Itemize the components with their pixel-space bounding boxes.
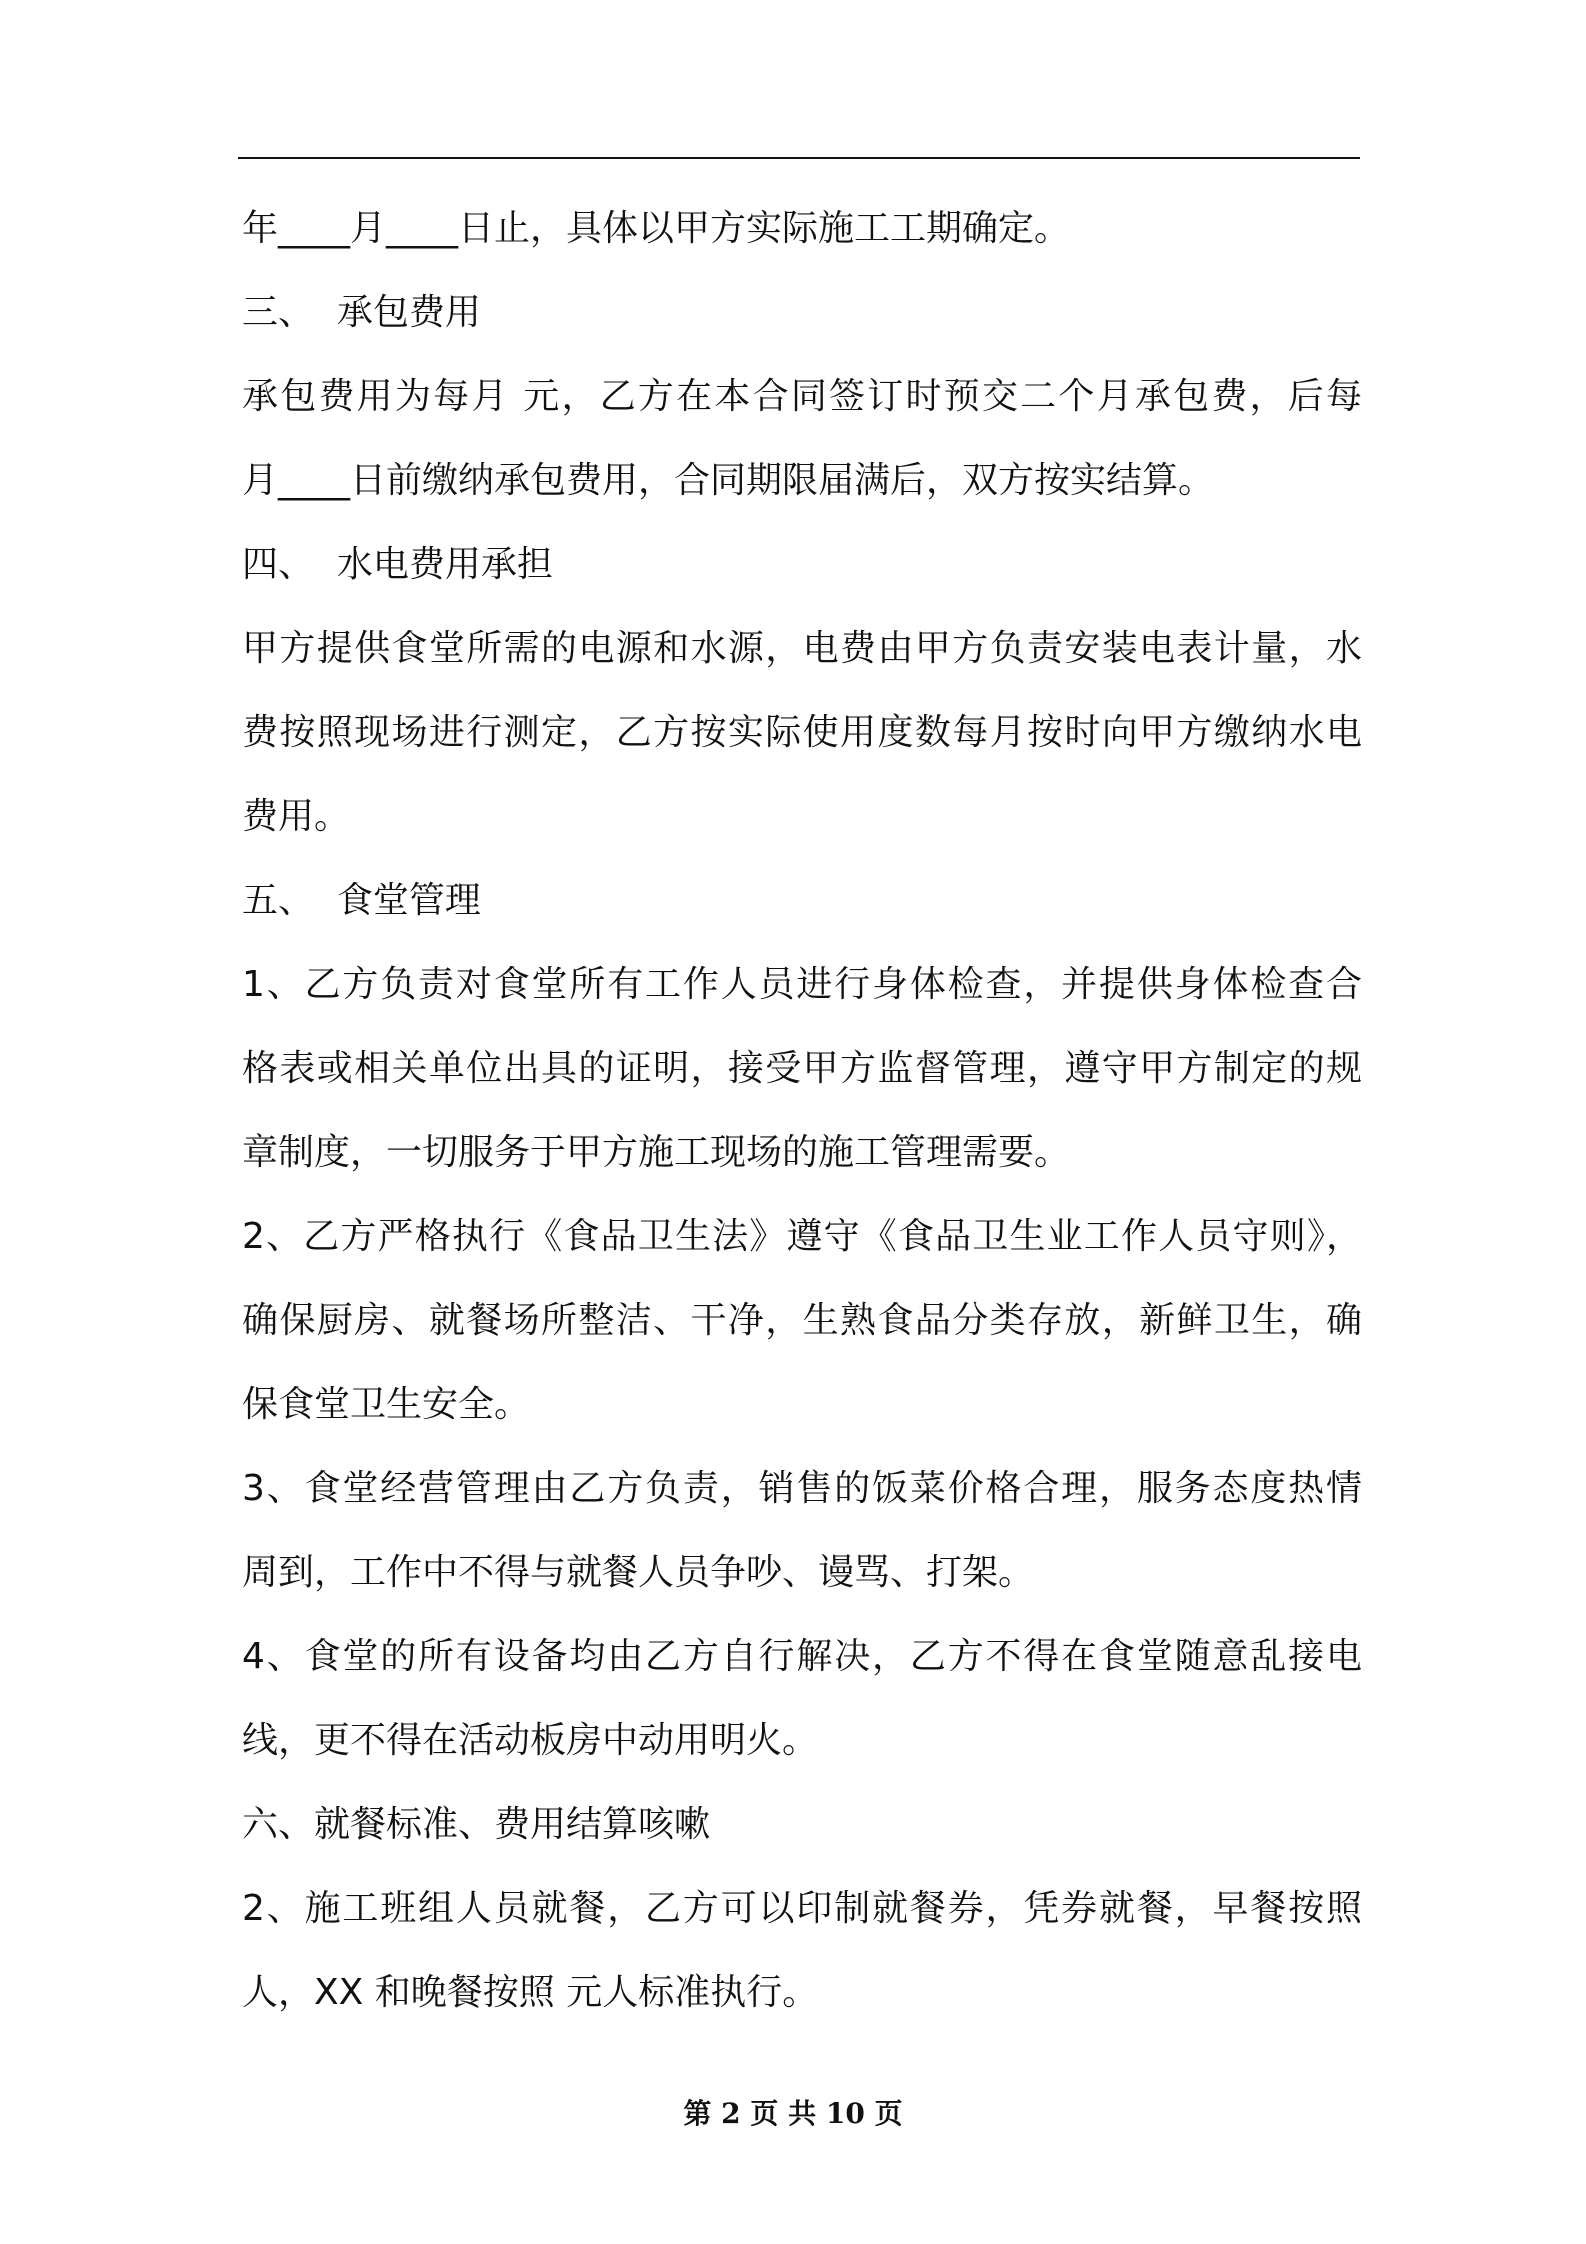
- body-line-16: 3、食堂经营管理由乙方负责，销售的饭菜价格合理，服务态度热情: [242, 1468, 1362, 1509]
- body-line-7: 费按照现场进行测定，乙方按实际使用度数每月按时向甲方缴纳水电: [242, 712, 1362, 753]
- body-line-1: 年____月____日止，具体以甲方实际施工工期确定。: [242, 208, 1071, 249]
- body-line-6: 甲方提供食堂所需的电源和水源，电费由甲方负责安装电表计量，水: [242, 628, 1362, 669]
- body-line-12: 章制度，一切服务于甲方施工现场的施工管理需要。: [242, 1132, 1071, 1173]
- body-line-10: 1、乙方负责对食堂所有工作人员进行身体检查，并提供身体检查合: [242, 964, 1362, 1005]
- section-heading-5: 五、 食堂管理: [242, 880, 481, 921]
- body-line-18: 4、食堂的所有设备均由乙方自行解决，乙方不得在食堂随意乱接电: [242, 1636, 1362, 1677]
- page-number-footer: 第 2 页 共 10 页: [683, 2097, 903, 2130]
- body-line-17: 周到，工作中不得与就餐人员争吵、谩骂、打架。: [242, 1552, 1035, 1593]
- body-line-3: 承包费用为每月 元，乙方在本合同签订时预交二个月承包费，后每: [242, 376, 1362, 417]
- section-heading-4: 四、 水电费用承担: [242, 544, 553, 585]
- section-heading-6: 六、就餐标准、费用结算咳嗽: [242, 1804, 711, 1845]
- body-line-8: 费用。: [242, 796, 351, 837]
- body-line-22: 人，XX 和晚餐按照 元人标准执行。: [242, 1972, 819, 2013]
- body-line-11: 格表或相关单位出具的证明，接受甲方监督管理，遵守甲方制定的规: [242, 1048, 1362, 1089]
- header-rule: [238, 157, 1360, 159]
- body-line-15: 保食堂卫生安全。: [242, 1384, 531, 1425]
- document-body: [242, 187, 1362, 2035]
- body-line-13: 2、乙方严格执行《食品卫生法》遵守《食品卫生业工作人员守则》，: [242, 1216, 1362, 1257]
- body-line-14: 确保厨房、就餐场所整洁、干净，生熟食品分类存放，新鲜卫生，确: [242, 1300, 1362, 1341]
- body-line-19: 线，更不得在活动板房中动用明火。: [242, 1720, 819, 1761]
- section-heading-3: 三、 承包费用: [242, 292, 481, 333]
- body-line-21: 2、施工班组人员就餐，乙方可以印制就餐券，凭券就餐，早餐按照: [242, 1888, 1362, 1929]
- body-line-4: 月____日前缴纳承包费用，合同期限届满后，双方按实结算。: [242, 460, 1215, 501]
